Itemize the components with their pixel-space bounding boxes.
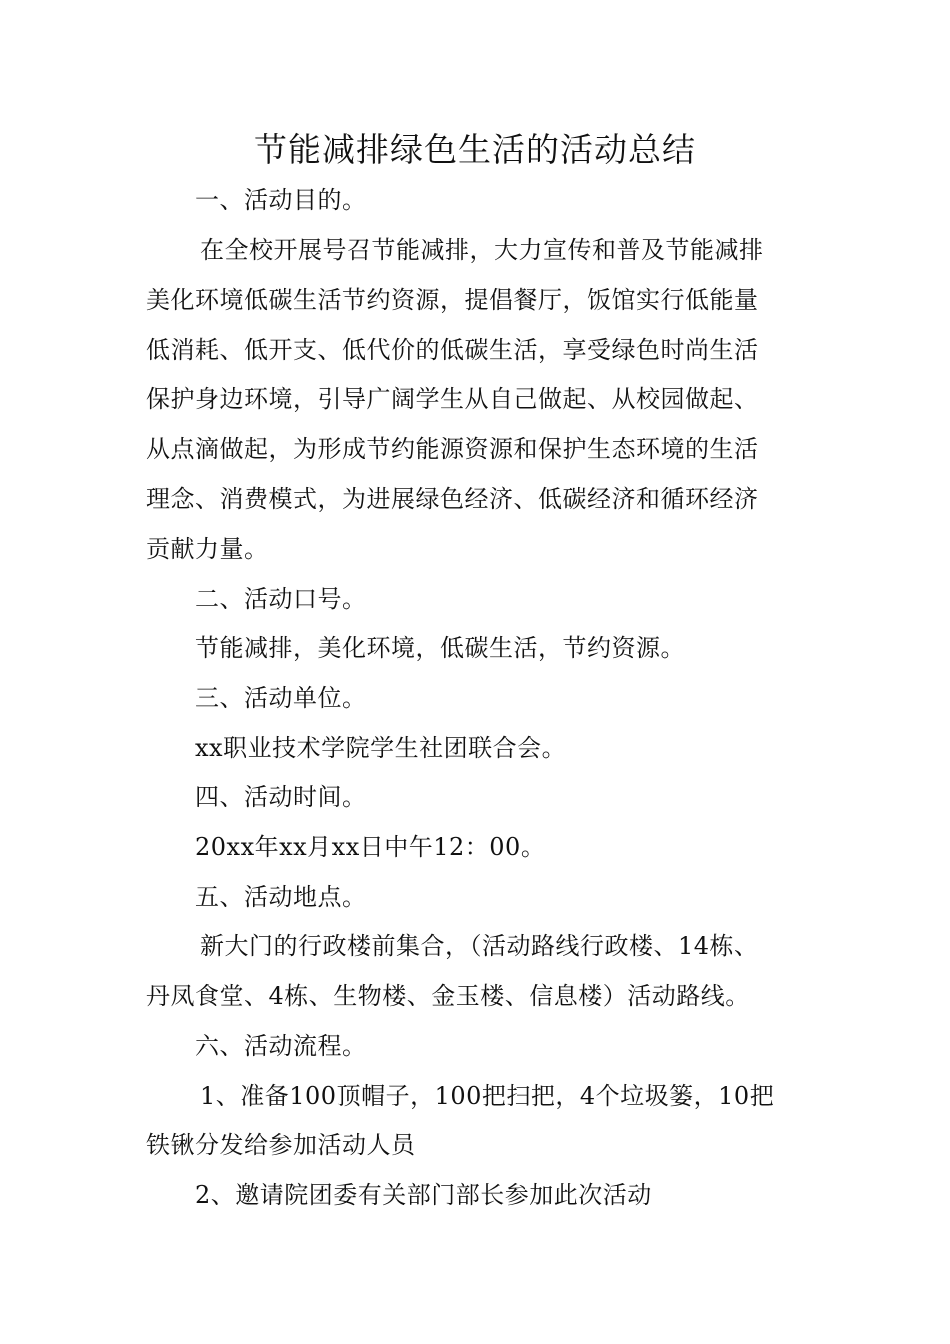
section-heading-process: 六、活动流程。	[195, 1032, 367, 1060]
section-heading-location: 五、活动地点。	[195, 883, 367, 911]
paragraph-line: 低消耗、低开支、低代价的低碳生活，享受绿色时尚生活	[146, 336, 759, 364]
section-heading-slogan: 二、活动口号。	[195, 585, 367, 613]
document-title: 节能减排绿色生活的活动总结	[254, 130, 696, 169]
section-heading-organizer: 三、活动单位。	[195, 684, 367, 712]
paragraph-line: xx职业技术学院学生社团联合会。	[195, 734, 567, 762]
paragraph-line: 美化环境低碳生活节约资源，提倡餐厅，饭馆实行低能量	[146, 286, 759, 314]
paragraph-line: 铁锹分发给参加活动人员	[146, 1131, 416, 1159]
paragraph-line: 贡献力量。	[146, 535, 269, 563]
section-heading-purpose: 一、活动目的。	[195, 186, 367, 214]
paragraph-line: 2、邀请院团委有关部门部长参加此次活动	[195, 1181, 652, 1209]
paragraph-line: 20xx年xx月xx日中午12：00。	[195, 833, 546, 861]
section-heading-time: 四、活动时间。	[195, 783, 367, 811]
paragraph-line: 保护身边环境，引导广阔学生从自己做起、从校园做起、	[146, 385, 759, 413]
paragraph-line: 节能减排，美化环境，低碳生活，节约资源。	[195, 634, 685, 662]
paragraph-line: 理念、消费模式，为进展绿色经济、低碳经济和循环经济	[146, 485, 759, 513]
paragraph-line: 1、准备100顶帽子，100把扫把，4个垃圾篓，10把	[200, 1082, 775, 1110]
paragraph-line: 新大门的行政楼前集合，（活动路线行政楼、14栋、	[200, 932, 759, 960]
paragraph-line: 从点滴做起，为形成节约能源资源和保护生态环境的生活	[146, 435, 759, 463]
paragraph-line: 丹凤食堂、4栋、生物楼、金玉楼、信息楼）活动路线。	[146, 982, 750, 1010]
paragraph-line: 在全校开展号召节能减排，大力宣传和普及节能减排	[200, 236, 764, 264]
